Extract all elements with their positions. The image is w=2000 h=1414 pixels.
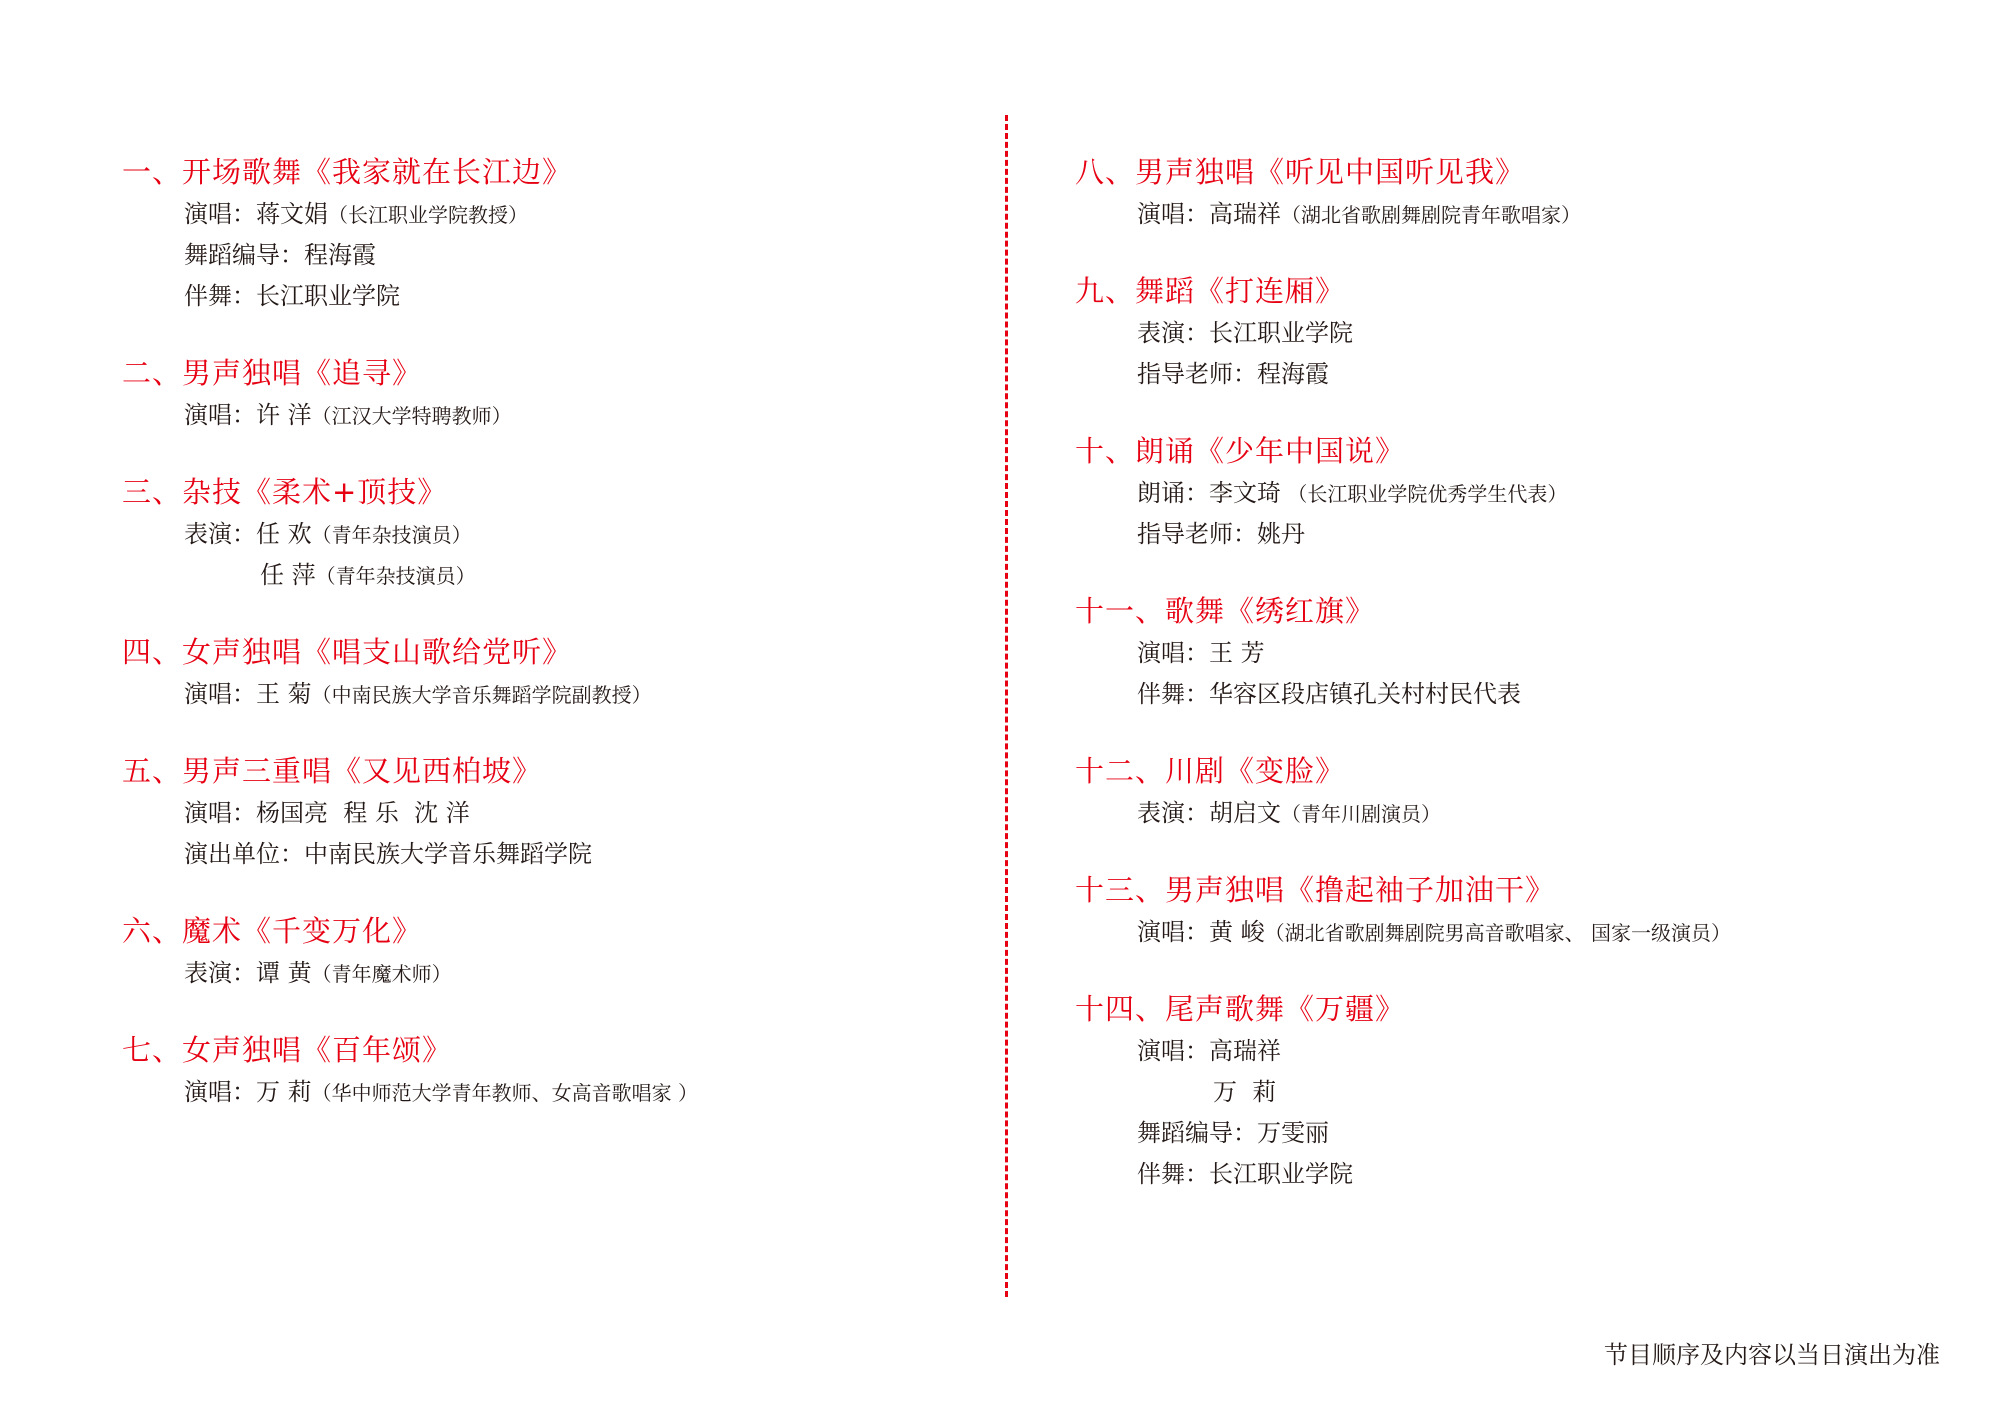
- credit-line: [1075, 1031, 1935, 1072]
- credit-label: 演唱：: [1137, 200, 1209, 228]
- credit-label: 演唱：: [184, 680, 256, 708]
- program-item: [122, 351, 982, 436]
- credit-label: 演唱：: [1137, 639, 1209, 667]
- credit-name: 黄 峻: [1209, 918, 1265, 946]
- credit-line: [122, 555, 982, 596]
- program-title: 四、女声独唱《唱支山歌给党听》: [122, 635, 573, 669]
- credit-line: [1075, 194, 1935, 235]
- program-item: [122, 909, 982, 994]
- credit-note: （长江职业学院优秀学生代表）: [1281, 482, 1568, 506]
- credit-name: 李文琦: [1209, 479, 1281, 507]
- credit-line: [1075, 473, 1935, 514]
- program-title: 十四、尾声歌舞《万疆》: [1075, 992, 1406, 1026]
- credit-name: 华容区段店镇孔关村村民代表: [1209, 680, 1521, 708]
- credit-line: [122, 793, 982, 834]
- credit-line: [122, 953, 982, 994]
- credit-note: （中南民族大学音乐舞蹈学院副教授）: [311, 683, 652, 707]
- credit-label: 伴舞：: [1137, 680, 1209, 708]
- program-item: [1075, 749, 1935, 834]
- credit-name: 长江职业学院: [256, 282, 400, 310]
- footer-note: 节目顺序及内容以当日演出为准: [1604, 1341, 1940, 1369]
- credit-line: [1075, 912, 1935, 953]
- credit-line: [1075, 313, 1935, 354]
- credit-line: [122, 235, 982, 276]
- program-title: 十、朗诵《少年中国说》: [1075, 434, 1406, 468]
- credit-line: [1075, 633, 1935, 674]
- credit-label: 演唱：: [1137, 918, 1209, 946]
- credit-name: 万 莉: [256, 1078, 312, 1106]
- credit-label: 演唱：: [184, 200, 256, 228]
- credit-name: 杨国亮 程 乐 沈 洋: [256, 799, 470, 827]
- credit-line: [122, 834, 982, 875]
- program-item: [122, 1028, 982, 1113]
- credit-note: （青年杂技演员）: [315, 564, 476, 588]
- program-item: [122, 630, 982, 715]
- credit-name: 程海霞: [1257, 360, 1329, 388]
- credit-label: 舞蹈编导：: [1137, 1119, 1257, 1147]
- credit-line: [1075, 1154, 1935, 1195]
- program-column-right: [1075, 150, 1935, 1229]
- credit-name: 任 萍: [260, 561, 316, 589]
- credit-label: 表演：: [1137, 319, 1209, 347]
- credit-note: （青年杂技演员）: [311, 523, 472, 547]
- credit-line: [1075, 1072, 1935, 1113]
- credit-name: 姚丹: [1257, 520, 1305, 548]
- credit-label: 指导老师：: [1137, 520, 1257, 548]
- program-item: [1075, 987, 1935, 1195]
- credit-note: （湖北省歌剧舞剧院青年歌唱家）: [1281, 203, 1581, 227]
- program-title: 九、舞蹈《打连厢》: [1075, 274, 1346, 308]
- program-title: 十二、川剧《变脸》: [1075, 754, 1346, 788]
- program-item: [1075, 589, 1935, 715]
- credit-note: （江汉大学特聘教师）: [311, 404, 512, 428]
- program-item: [1075, 429, 1935, 555]
- program-item: [1075, 868, 1935, 953]
- program-item: [122, 470, 982, 596]
- program-item: [1075, 269, 1935, 395]
- program-title: 八、男声独唱《听见中国听见我》: [1075, 155, 1526, 189]
- credit-name: 长江职业学院: [1209, 319, 1353, 347]
- credit-label: 表演：: [1137, 799, 1209, 827]
- credit-name: 高瑞祥: [1209, 200, 1281, 228]
- credit-line: [1075, 514, 1935, 555]
- credit-note: （青年魔术师）: [311, 962, 452, 986]
- credit-label: 舞蹈编导：: [184, 241, 304, 269]
- credit-name: 王 菊: [256, 680, 312, 708]
- credit-label: 演唱：: [1137, 1037, 1209, 1065]
- program-title: 一、开场歌舞《我家就在长江边》: [122, 155, 573, 189]
- credit-name: 许 洋: [256, 401, 312, 429]
- credit-line: [1075, 354, 1935, 395]
- credit-note: （湖北省歌剧舞剧院男高音歌唱家、 国家一级演员）: [1264, 921, 1731, 945]
- program-title: 七、女声独唱《百年颂》: [122, 1033, 453, 1067]
- program-title: 五、男声三重唱《又见西柏坡》: [122, 754, 543, 788]
- credit-label: 朗诵：: [1137, 479, 1209, 507]
- credit-line: [122, 194, 982, 235]
- credit-name: 王 芳: [1209, 639, 1265, 667]
- credit-name: 高瑞祥: [1209, 1037, 1281, 1065]
- credit-label: 演出单位：: [184, 840, 304, 868]
- credit-name: 蒋文娟: [256, 200, 328, 228]
- credit-line: [122, 514, 982, 555]
- credit-line: [122, 276, 982, 317]
- credit-name: 胡启文: [1209, 799, 1281, 827]
- credit-name: 万雯丽: [1257, 1119, 1329, 1147]
- credit-line: [1075, 674, 1935, 715]
- credit-label: 表演：: [184, 520, 256, 548]
- column-divider: [1005, 115, 1008, 1297]
- credit-label: 指导老师：: [1137, 360, 1257, 388]
- credit-line: [122, 395, 982, 436]
- credit-label: 演唱：: [184, 1078, 256, 1106]
- program-title: 三、杂技《柔术+顶技》: [122, 475, 448, 509]
- program-item: [1075, 150, 1935, 235]
- credit-name: 谭 黄: [256, 959, 312, 987]
- credit-label: 表演：: [184, 959, 256, 987]
- program-title: 二、男声独唱《追寻》: [122, 356, 423, 390]
- credit-note: （华中师范大学青年教师、女高音歌唱家 ）: [311, 1081, 698, 1105]
- credit-line: [1075, 1113, 1935, 1154]
- program-title: 六、魔术《千变万化》: [122, 914, 423, 948]
- program-title: 十一、歌舞《绣红旗》: [1075, 594, 1376, 628]
- credit-name: 任 欢: [256, 520, 312, 548]
- credit-line: [122, 674, 982, 715]
- program-item: [122, 749, 982, 875]
- program-column-left: [122, 150, 982, 1147]
- program-item: [122, 150, 982, 317]
- credit-note: （长江职业学院教授）: [328, 203, 528, 227]
- credit-line: [122, 1072, 982, 1113]
- credit-name: 万 莉: [1213, 1078, 1277, 1106]
- credit-name: 中南民族大学音乐舞蹈学院: [304, 840, 592, 868]
- credit-label: 伴舞：: [1137, 1160, 1209, 1188]
- credit-label: 演唱：: [184, 799, 256, 827]
- credit-name: 长江职业学院: [1209, 1160, 1353, 1188]
- program-title: 十三、男声独唱《撸起袖子加油干》: [1075, 873, 1556, 907]
- credit-label: 演唱：: [184, 401, 256, 429]
- credit-name: 程海霞: [304, 241, 376, 269]
- credit-line: [1075, 793, 1935, 834]
- credit-label: 伴舞：: [184, 282, 256, 310]
- credit-note: （青年川剧演员）: [1281, 802, 1441, 826]
